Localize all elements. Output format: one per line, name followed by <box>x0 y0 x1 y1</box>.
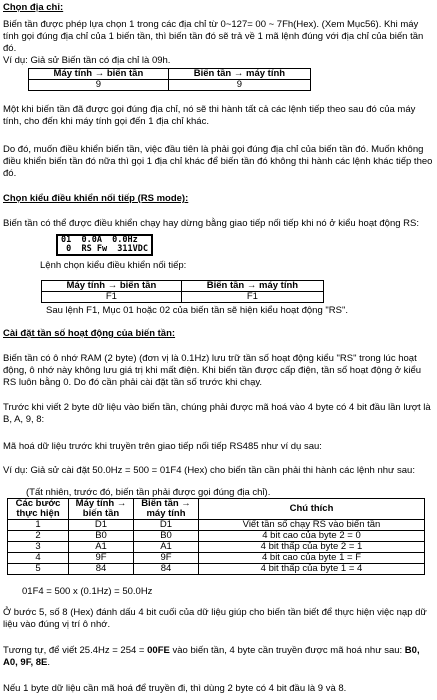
table-header: Biến tần → máy tính <box>181 281 323 292</box>
table-row: 2 B0 B0 4 bit cao của byte 2 = 0 <box>8 531 425 542</box>
heading-address: Chọn địa chỉ: <box>3 2 64 13</box>
table-header: Máy tính → biến tần <box>42 281 182 292</box>
table-row: 4 9F 9F 4 bit cao của byte 1 = F <box>8 553 425 564</box>
para-rs-after: Sau lệnh F1, Mục 01 hoặc 02 của biến tần sẽ hiện kiểu hoạt động "RS". <box>46 305 348 316</box>
table-row: 3 A1 A1 4 bit thấp của byte 2 = 1 <box>8 542 425 553</box>
table-header: Biến tần → máy tính <box>134 499 199 520</box>
table-cell: F1 <box>42 292 182 303</box>
table-header: Các bước thực hiện <box>8 499 69 520</box>
para-freq-ram: Biến tần có ô nhớ RAM (2 byte) (đơn vị là 0.1Hz) lưu trữ tần số hoạt động kiểu "RS" trong lúc hoạt động, ô nhớ này không lưu giá trị khi mất điện. Khi biến tần được cấp điện, tần số hoạt động ở kiểu RS luôn bằng 0. Do đó cần phải cài đặt tần số trước khi chạy. <box>3 353 422 388</box>
para-rs-intro: Biến tần có thể được điều khiển chạy hay dừng bằng giao tiếp nối tiếp khi nó ở kiểu hoạt động RS: <box>3 218 420 229</box>
para-rs-command: Lệnh chọn kiểu điều khiển nối tiếp: <box>40 260 187 271</box>
para-address-example: Ví dụ: Giả sử Biến tần có địa chỉ là 09h. <box>3 55 171 66</box>
para-freq-encode: Trước khi viết 2 byte dữ liệu vào biến tần, chúng phải được mã hoá vào 4 byte có 4 bit đầu lần lượt là B, A, 9, 8: <box>3 402 431 425</box>
para-single-byte: Nếu 1 byte dữ liệu cần mã hoá để truyền đi, thì dùng 2 byte có 4 bit đầu là 9 và 8. <box>3 683 347 694</box>
table-row: 5 84 84 4 bit thấp của byte 1 = 4 <box>8 564 425 575</box>
para-address-intro: Biến tần được phép lựa chọn 1 trong các địa chỉ từ 0~127= 00 ~ 7Fh(Hex). (Xem Mục56). Khi máy tính gọi đúng địa chỉ của 1 biến tần, thì biến tần đó sẽ trả về 1 mã lệnh đúng với địa chỉ của biến tần đó. <box>3 19 424 54</box>
table-row: 1 D1 D1 Viết tần số chạy RS vào biến tần <box>8 520 425 531</box>
para-address-exec: Một khi biến tần đã được gọi đúng địa chỉ, nó sẽ thi hành tất cả các lệnh tiếp theo sau đó của máy tính, cho đến khi máy tính gọi đến 1 địa chỉ khác. <box>3 104 416 127</box>
table-cell: 9 <box>29 80 169 91</box>
para-similar-example: Tương tự, để viết 25.4Hz = 254 = 00FE vào biến tần, 4 byte cần truyền được mã hoá như sau: B0, A0, 9F, 8E. <box>3 645 420 668</box>
para-freq-note: (Tất nhiên, trước đó, biến tần phải được gọi đúng địa chỉ). <box>26 487 271 498</box>
heading-frequency: Cài đặt tần số hoạt động của biến tần: <box>3 328 176 339</box>
table-header: Máy tính → biến tần <box>29 69 169 80</box>
para-freq-rs485: Mã hoá dữ liệu trước khi truyền trên giao tiếp nối tiếp RS485 như ví dụ sau: <box>3 441 322 452</box>
table-header: Máy tính → biến tần <box>69 499 134 520</box>
heading-rs-mode: Chọn kiểu điều khiển nối tiếp (RS mode): <box>3 193 189 204</box>
table-header: Biến tần → máy tính <box>168 69 310 80</box>
formula-line: 01F4 = 500 x (0.1Hz) = 50.0Hz <box>22 586 153 597</box>
table-header: Chú thích <box>199 499 425 520</box>
address-table <box>28 68 311 91</box>
lcd-line-1: 01 0.0A 0.0Hz <box>61 235 138 245</box>
para-freq-example: Ví dụ: Giả sử cài đặt 50.0Hz = 500 = 01F4 (Hex) cho biến tần cần phải thi hành các lệnh như sau: <box>3 465 415 476</box>
table-cell: 9 <box>168 80 310 91</box>
para-address-control: Do đó, muốn điều khiển biến tần, việc đầu tiên là phải gọi đúng địa chỉ của biến tần đó. Muốn không điều khiển biến tần đó nữa thì gọi 1 địa chỉ khác để biến tần đó không thi hành các lệnh khác tiếp theo đó. <box>3 144 433 179</box>
steps-table <box>7 498 425 575</box>
lcd-display <box>56 234 153 256</box>
lcd-line-2: 0 RS Fw 311VDC <box>61 244 148 254</box>
rs-table <box>41 280 324 303</box>
para-step5-note: Ở bước 5, số 8 (Hex) đánh dấu 4 bit cuối của dữ liệu giúp cho biến tần biết để thực hiện việc nạp dữ liệu vào đúng vị trí ô nhớ. <box>3 607 427 630</box>
table-cell: F1 <box>181 292 323 303</box>
